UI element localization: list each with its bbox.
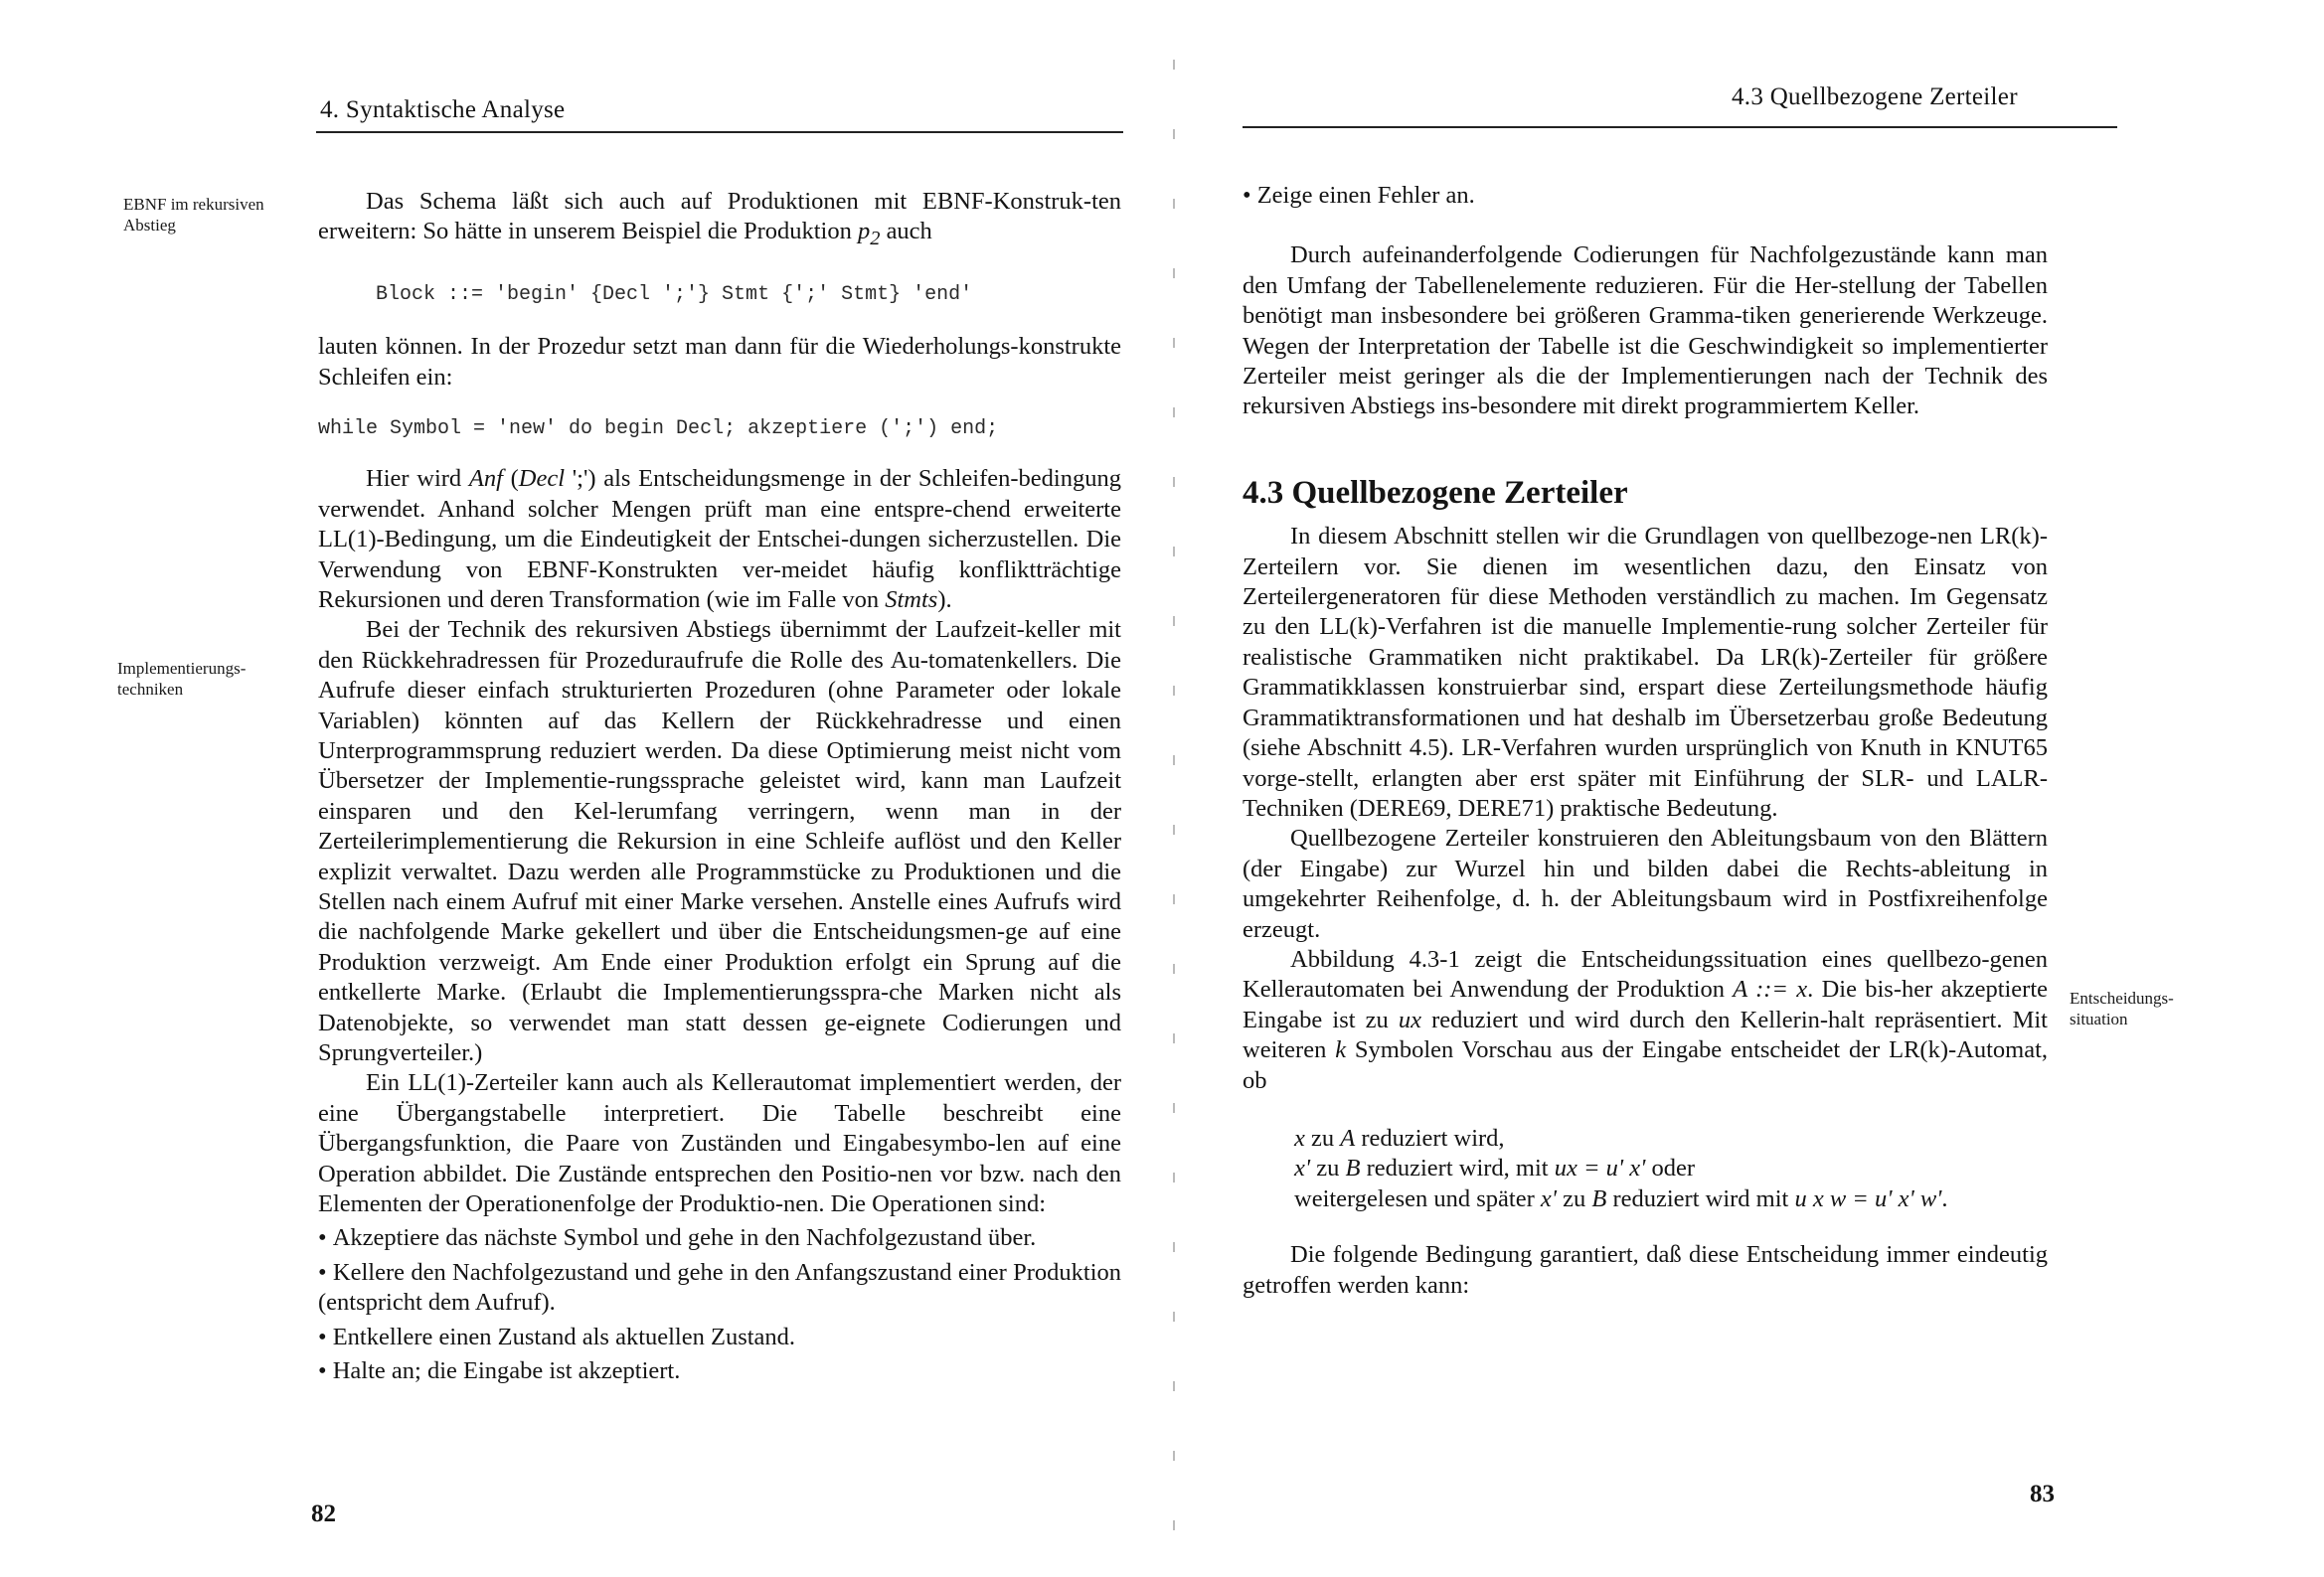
case-var: x' [1294, 1155, 1311, 1183]
header-rule-left [316, 131, 1123, 133]
case-text: reduziert wird, [1355, 1124, 1505, 1152]
case-var: x [1294, 1124, 1305, 1152]
right-page [1173, 0, 2324, 1577]
page-number-right: 83 [2030, 1481, 2055, 1507]
ux-term: ux [1398, 1006, 1422, 1033]
operation-bullet: • Kellere den Nachfolgezustand und gehe in den Anfangszustand einer Produktion (entspricht dem Aufruf). [318, 1258, 1121, 1319]
paragraph-bedingung: Die folgende Bedingung garantiert, daß diese Entscheidung immer eindeutig getroffen werden kann: [1243, 1241, 2048, 1299]
case-text: . [1941, 1184, 1948, 1212]
header-rule-right [1243, 126, 2117, 128]
case-text: zu [1310, 1155, 1346, 1183]
operation-bullet-error: • Zeige einen Fehler an. [1243, 181, 2048, 211]
case-text: weitergelesen und später [1294, 1184, 1541, 1212]
page-number-left: 82 [311, 1500, 336, 1527]
left-main-text [318, 187, 1121, 1387]
paragraph-lr-grundlagen: In diesem Abschnitt stellen wir die Grundlagen von quellbezoge-nen LR(k)-Zerteilern vor. Sie dienen im wesentlichen dazu, den Einsatz von Zerteilergeneratoren für diese Methoden verständlich zu machen. Im Gegensatz zu den LL(k)-Verfahren ist die manuelle Implementie-rung solcher Zerteiler für realistische Grammatiken nicht praktikabel. Da LR(k)-Zerteiler für größere Grammatikklassen konstruierbar sind, erspart diese Zerteilungsmethode häufig Grammatiktransformationen und hat deshalb im Übersetzerbau große Bedeutung (siehe Abschnitt 4.5). LR-Verfahren wurden ursprünglich von Knuth in KNUT65 vorge-stellt, erlangten aber erst später mit Einführung der SLR- und LALR-Techniken (DERE69, DERE71) praktische Bedeutung. [1243, 523, 2048, 822]
operation-bullet: • Entkellere einen Zustand als aktuellen Zustand. [318, 1323, 1121, 1352]
code-block-ebnf: Block ::= 'begin' {Decl ';'} Stmt {';' Stmt} 'end' [376, 282, 973, 306]
paragraph-anf-body: ';') als Entscheidungsmenge in der Schleifen-bedingung verwendet. Anhand solcher Mengen prüft man eine entspre-chend erweiterte LL(1)-Bedingung, um die Eindeutigkeit der Entschei-dungen sicherzustellen. Die Verwendung von EBNF-Konstrukten ver-meidet häufig konfliktträchtige Rekursionen und deren Transformation (wie im Falle von [318, 465, 1121, 613]
paragraph-ebnf [318, 187, 1121, 254]
paragraph-anf [318, 464, 1121, 615]
operation-bullet: • Akzeptiere das nächste Symbol und gehe in den Nachfolgezustand über. [318, 1223, 1121, 1253]
case-text: zu [1304, 1124, 1341, 1152]
case-text: zu [1556, 1184, 1592, 1212]
paragraph-wiederholung: lauten können. In der Prozedur setzt man dann für die Wiederholungs-konstrukte Schleifen ein: [318, 333, 1121, 391]
case-var: A [1340, 1124, 1356, 1152]
case-text: reduziert wird, mit [1360, 1155, 1555, 1183]
case-item [1294, 1154, 2048, 1183]
section-heading: 4.3 Quellbezogene Zerteiler [1243, 474, 1628, 511]
anf-term: Anf [468, 465, 503, 493]
paragraph-ebnf-end: auch [880, 218, 932, 245]
case-var: B [1345, 1155, 1361, 1183]
right-main-text [1243, 181, 2048, 1301]
paragraph-ll1-automat: Ein LL(1)-Zerteiler kann auch als Kellerautomat implementiert werden, der eine Übergangstabelle interpretiert. Die Tabelle beschreibt eine Übergangsfunktion, die Paare von Zuständen und Eingabesymbo-len auf eine Operation abbildet. Die Zustände entsprechen den Positio-nen vor bzw. nach den Elementen der Operationenfolge der Produktio-nen. Die Operationen sind: [318, 1069, 1121, 1218]
production-index: 2 [870, 228, 881, 250]
case-text: reduziert wird mit [1606, 1184, 1795, 1212]
para4-start: Abbildung 4.3-1 zeigt die Entscheidungssituation eines quellbezo-genen Kellerautomaten bei Anwendung der Produktion [1243, 945, 2048, 1004]
paragraph-anf-start: Hier wird [366, 465, 469, 493]
paragraph-rekursiver-abstieg: Bei der Technik des rekursiven Abstiegs übernimmt der Laufzeit-keller mit den Rückkehradressen für Prozeduraufrufe die Rolle des Au-tomatenkellers. Die Aufrufe dieser einfach strukturierten Prozeduren (ohne Parameter oder lokale Variablen) könnten auf das Kellern der Rückkehradresse und einen Unterprogrammsprung reduziert werden. Da diese Optimierung meist nicht vom Übersetzer der Implementie-rungssprache geleistet wird, kann man Laufzeit einsparen und den Kel-lerumfang verringern, wenn man in der Zerteilerimplementierung die Rekursion in eine Schleife auflöst und den Keller explizit verwaltet. Dazu werden alle Programmstücke zu Produktionen und die Stellen nach einem Aufruf mit einer Marke versehen. Anstelle eines Aufrufs wird die nachfolgende Marke gekellert und über die Entscheidungsmen-ge auf eine Produktion verzweigt. Am Ende einer Produktion erfolgt ein Sprung auf die entkellerte Marke. (Erlaubt die Implementierungsspra-che Marken nicht als Datenobjekte, so verwendet man statt dessen ge-eignete Codierungen und Sprungverteiler.) [318, 616, 1121, 1067]
case-var: x' [1540, 1184, 1557, 1212]
paragraph-entscheidungssituation [1243, 945, 2048, 1096]
margin-note-entscheidung: Entscheidungs- situation [2070, 989, 2174, 1028]
para4-mid2: reduziert und wird durch den Kellerin-halt repräsentiert. Mit weiteren [1243, 1006, 2048, 1064]
production-symbol: p [857, 218, 871, 245]
code-block-while: while Symbol = 'new' do begin Decl; akzeptiere (';') end; [318, 416, 999, 440]
case-text: oder [1645, 1155, 1696, 1183]
running-head-left: 4. Syntaktische Analyse [320, 96, 566, 123]
operation-bullet: • Halte an; die Eingabe ist akzeptiert. [318, 1356, 1121, 1386]
paragraph-anf-end: ). [937, 585, 952, 613]
case-formula: u x w = u' x' w' [1794, 1184, 1942, 1212]
running-head-right: 4.3 Quellbezogene Zerteiler [1732, 83, 2018, 110]
para4-mid: . Die bis-her akzeptierte Eingabe ist zu [1243, 976, 2049, 1033]
case-list [1294, 1124, 2048, 1214]
case-item [1294, 1184, 2048, 1214]
case-var: B [1591, 1184, 1607, 1212]
margin-note-ebnf: EBNF im rekursiven Abstieg [123, 195, 264, 235]
paragraph-ebnf-text: Das Schema läßt sich auch auf Produktionen mit EBNF-Konstruk-ten erweitern: So hätte in unserem Beispiel die Produktion [318, 188, 1121, 245]
paragraph-ableitungsbaum: Quellbezogene Zerteiler konstruieren den Ableitungsbaum von den Blättern (der Eingabe) zur Wurzel hin und bilden dabei die Rechts-ableitung in umgekehrter Reihenfolge, d. h. der Ableitungsbaum wird in Postfixreihenfolge erzeugt. [1243, 825, 2048, 943]
k-term: k [1335, 1036, 1347, 1064]
margin-note-implementierung: Implementierungs- techniken [117, 659, 247, 699]
para4-end: Symbolen Vorschau aus der Eingabe entscheidet der LR(k)-Automat, ob [1243, 1036, 2048, 1094]
paren-open: ( [502, 465, 519, 493]
stmts-term: Stmts [885, 585, 938, 613]
decl-term: Decl [518, 465, 566, 493]
case-formula: ux = u' x' [1554, 1155, 1646, 1183]
case-item [1294, 1124, 2048, 1154]
paragraph-codierung: Durch aufeinanderfolgende Codierungen für Nachfolgezustände kann man den Umfang der Tabellenelemente reduzieren. Für die Her-stellung der Tabellen benötigt man insbesondere bei größeren Gramma-tiken generierende Werkzeuge. Wegen der Interpretation der Tabelle ist die Geschwindigkeit so implementierter Zerteiler meist geringer als die der Implementierungen nach der Technik des rekursiven Abstiegs ins-besondere mit direkt programmiertem Keller. [1243, 241, 2048, 420]
production-formula: A ::= x [1733, 976, 1808, 1004]
